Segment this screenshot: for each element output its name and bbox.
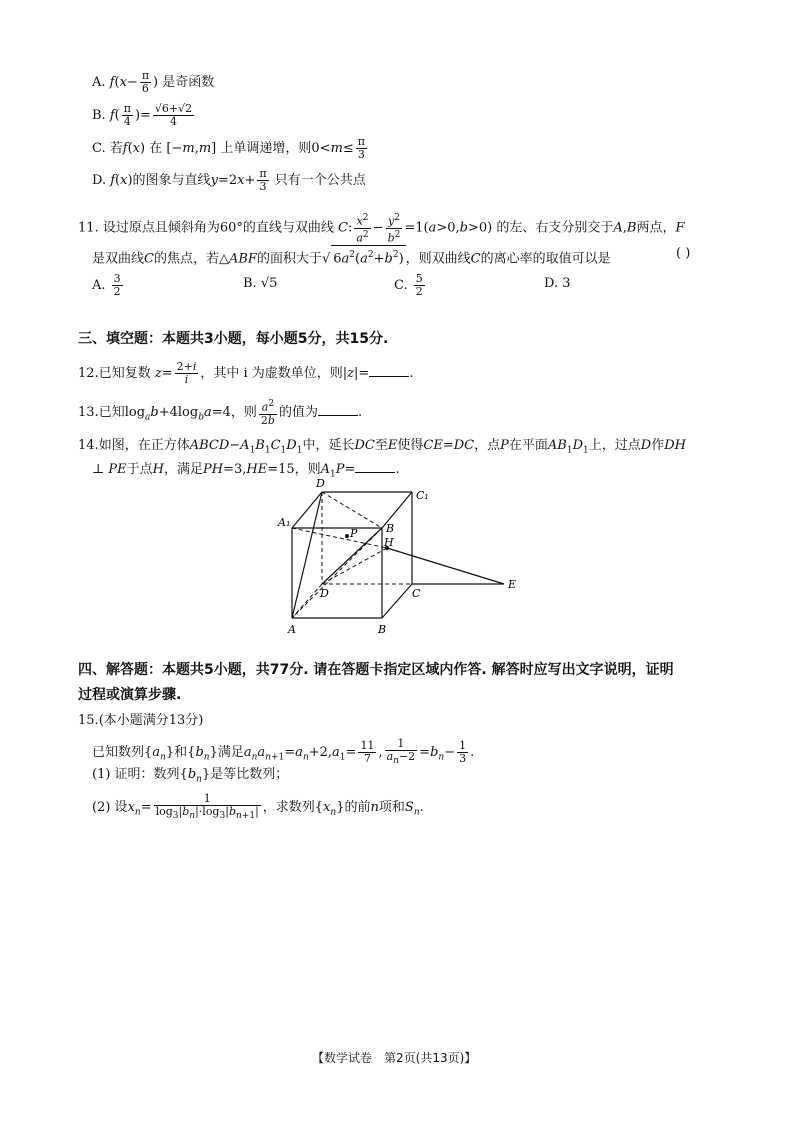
q10-option-b: B. f( $\frac{\pi}{4}$ )= $\frac{√6+√2}{4}$ [92,102,193,128]
q14-line1: 14.如图，在正方体$ABCD-A_1B_1C_1D_1$中，延长DC至E使得CE=DC，点P在平面$AB_1D_1$上，过点D作DH [78,438,686,456]
punct: . [357,404,363,420]
option-text: 3 [562,276,571,291]
hidden-line [322,492,382,528]
question-number: 14. [78,438,99,453]
q12: 12.已知复数 z= $\frac{2+i}{i}$ ，其中 i 为虚数单位，则|z|= . [78,360,414,386]
option-text: 只有一个公共点 [274,173,366,188]
option-text: √5 [260,276,278,291]
question-text: 的面积大于 [256,251,322,267]
question-text: (1) 证明：数列 [92,767,180,782]
fig-label: P [350,527,358,540]
option-text: 是奇函数 [162,75,215,90]
q11-line1: 11. 设过原点且倾斜角为60°的直线与双曲线 C: $\frac{x^2}{a^2}$ − $\frac{y^2}{b^2}$ =1(a>0,b>0) 的左、右支分别交于A,B两点，F [78,213,685,245]
question-text: 的左、右支分别交于 [496,220,614,236]
q10-option-c: C. 若f(x) 在 [−m,m] 上单调递增，则0<m≤ $\frac{\pi}{3}$ [92,135,366,161]
punct: . [409,366,414,381]
question-text: ，则 [230,404,257,420]
q10-option-a: A. f(x− $\frac{\pi}{6}$ ) 是奇函数 [92,69,215,95]
question-text: 如图，在正方体 [98,438,190,453]
question-text: 是等比数列； [210,767,289,782]
score-note: (本小题满分13分) [98,713,204,728]
cube-figure [270,476,530,636]
option-label: D. [544,276,559,291]
q11-option-c [394,273,427,298]
fig-label: D [320,587,329,600]
section-heading-solutions: 四、解答题：本题共5小题，共77分. 请在答题卡指定区域内作答. 解答时应写出文字说明，证明 [78,662,674,678]
question-number: 15. [78,713,99,728]
question-text: 已知复数 [98,366,151,381]
question-text: 项和 [378,800,405,816]
fig-label: C₁ [416,489,429,502]
page-footer: 【数学试卷 第2页(共13页)】 [312,1051,477,1065]
question-text: 已知 [98,404,125,420]
punct: . [419,800,424,816]
option-text: 上单调递增，则 [220,141,312,156]
point-p [345,534,349,538]
question-text: 两点， [636,220,676,236]
question-text: 的前 [344,800,371,816]
option-text: 若 [109,141,123,156]
fraction-num: 3 [113,272,121,285]
fig-label: D [316,477,325,490]
answer-blank[interactable] [369,364,409,377]
question-text: 上，过点 [588,438,641,453]
fig-label: H [384,536,394,549]
fig-label: A [288,623,296,636]
question-text: 满足 [217,745,244,761]
question-text: 中，延长 [302,438,355,453]
hidden-line [292,528,382,618]
question-text: ，满足 [163,462,203,477]
question-text: ，则双曲线 [405,251,471,267]
question-text: 是双曲线 [92,251,145,267]
fraction-den: 2 [415,285,423,298]
question-text: ，点 [474,438,501,453]
option-label: A. [92,278,106,293]
fig-label: E [508,578,517,591]
answer-blank[interactable] [318,403,358,416]
option-label: C. [394,278,408,293]
fig-label: C [412,587,421,600]
edge [382,584,412,618]
question-number: 13. [78,404,99,420]
punct: . [395,462,400,477]
answer-paren: ( ) [676,246,691,261]
option-label: D. [92,173,107,188]
hidden-line [292,528,387,548]
option-label: A. [92,75,106,90]
answer-blank[interactable] [355,460,395,473]
question-text: ，其中 i 为虚数单位，则 [200,366,343,381]
q14-line2: ⊥ PE于点H，满足PH=3,HE=15，则$A_1P=$ . [92,462,400,480]
q15-stem: 已知数列$\{a_n\}$和$\{b_n\}$满足$a_na_{n+1}=a_n+2,a_1=$ $\frac{11}{7}$ , $\frac{1}{a_n-2}$ $=b_n-$ $\frac{1}{3}$ . [92,737,475,767]
section-heading-solutions-cont: 过程或演算步骤. [78,687,182,703]
q15-part1: (1) 证明：数列$\{b_n\}$是等比数列； [92,767,289,785]
q11-line2: 是双曲线C的焦点，若△ABF的面积大于√ $6a^2(a^2+b^2)$ ，则双曲线C的离心率的取值可以是 [92,245,611,268]
line-he [387,548,504,584]
q11-option-b [243,275,277,293]
question-text: 作 [651,438,665,453]
question-text: 于点 [126,462,153,477]
question-text: 至 [374,438,388,453]
q13: 13.已知$\log_ab+4\log_ba=4$，则 $\frac{a^2}{2b}$ 的值为 . [78,399,363,427]
question-text: 使得 [397,438,424,453]
option-text: 在 [149,141,163,156]
fraction-den: 2 [113,285,121,298]
fig-label: B [378,623,387,636]
option-text: 的图象与直线 [132,173,211,188]
question-number: 11. [78,220,99,236]
fraction-num: 5 [415,272,423,285]
question-text: 在平面 [508,438,548,453]
question-text: 设过原点且倾斜角为60°的直线与双曲线 [102,220,334,236]
q15-part2: (2) 设$x_n=$ $\frac{1}{\log_3|b_n|\cdot\log_3|b_{n+1}|}$ ，求数列$\{x_n\}$的前n项和$S_n$. [92,792,424,822]
question-text: ，求数列 [262,800,315,816]
question-text: 的值为 [278,404,318,420]
q15-header [78,712,203,730]
section-heading-fill-in: 三、填空题：本题共3小题，每小题5分，共15分. [78,331,389,347]
question-text: 的焦点，若△ [153,251,229,267]
q11-option-d [544,275,571,293]
fig-label: B [386,522,395,535]
option-label: C. [92,141,106,156]
question-text: 的离心率的取值可以是 [480,251,611,267]
option-label: B. [243,276,257,291]
question-number: 12. [78,366,99,381]
question-text: ，则 [294,462,321,477]
option-label: B. [92,108,106,123]
question-text: (2) 设 [92,800,128,816]
question-text: 已知数列 [92,745,145,761]
q10-option-d: D. f(x)的图象与直线y=2x+ $\frac{\pi}{3}$ 只有一个公共点 [92,167,366,193]
fig-label: A₁ [278,516,291,529]
q11-option-a [92,273,125,298]
question-text: 和 [174,745,188,761]
